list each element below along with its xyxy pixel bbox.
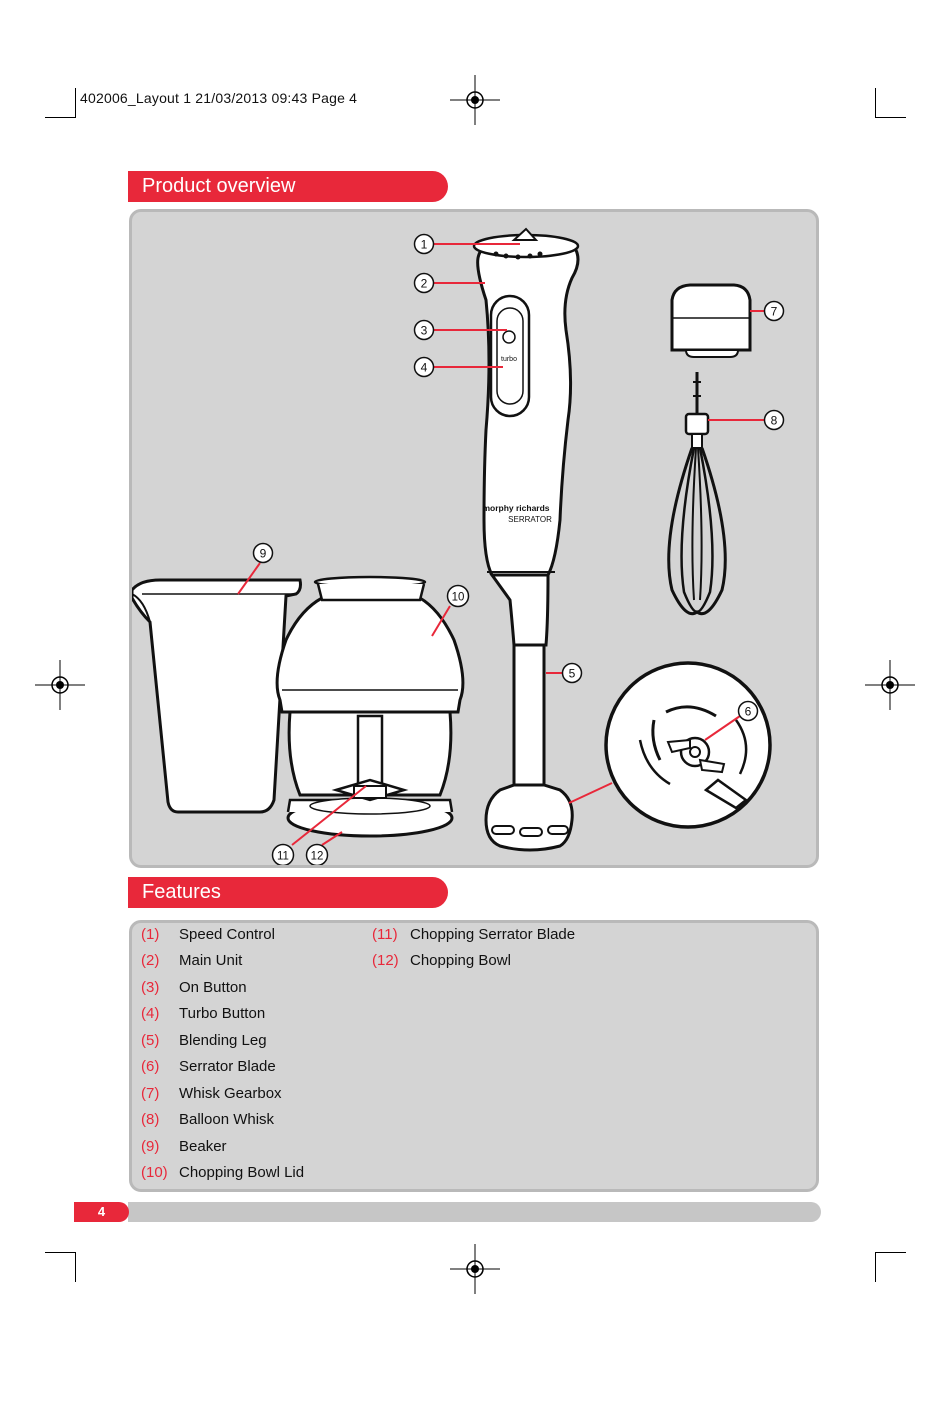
feature-number: (2)	[141, 952, 160, 969]
page-footer-bar	[128, 1202, 821, 1222]
callout-1	[415, 235, 434, 254]
svg-text:1: 1	[420, 237, 428, 252]
main-unit-illustration	[474, 229, 578, 850]
feature-label: Serrator Blade	[179, 1058, 276, 1075]
feature-label: Beaker	[179, 1138, 227, 1155]
whisk-gearbox-illustration	[672, 285, 750, 357]
features-heading: Features	[128, 877, 448, 908]
crop-mark	[75, 88, 76, 118]
feature-number: (6)	[141, 1058, 160, 1075]
registration-mark-icon	[450, 1244, 500, 1294]
crop-mark	[45, 1252, 75, 1253]
callout-11	[273, 845, 294, 866]
feature-number: (8)	[141, 1111, 160, 1128]
slug-line: 402006_Layout 1 21/03/2013 09:43 Page 4	[80, 90, 358, 106]
feature-number: (4)	[141, 1005, 160, 1022]
svg-text:9: 9	[259, 546, 267, 561]
feature-label: Whisk Gearbox	[179, 1085, 282, 1102]
feature-number: (11)	[372, 926, 398, 943]
svg-text:5: 5	[568, 666, 576, 681]
product-overview-heading: Product overview	[128, 171, 448, 202]
feature-number: (5)	[141, 1032, 160, 1049]
balloon-whisk-illustration	[669, 372, 726, 614]
feature-label: Blending Leg	[179, 1032, 267, 1049]
features-panel	[129, 920, 819, 1192]
svg-text:6: 6	[744, 704, 752, 719]
callout-5	[563, 664, 582, 683]
crop-mark	[876, 1252, 906, 1253]
feature-number: (1)	[141, 926, 160, 943]
product-diagram-panel	[129, 209, 819, 868]
serrator-blade-inset	[606, 663, 770, 827]
turbo-button-text: turbo	[501, 356, 517, 363]
callout-9	[254, 544, 273, 563]
beaker-illustration	[132, 580, 301, 812]
feature-number: (7)	[141, 1085, 160, 1102]
callout-2	[415, 274, 434, 293]
feature-number: (3)	[141, 979, 160, 996]
crop-mark	[876, 117, 906, 118]
svg-text:11: 11	[277, 850, 289, 863]
crop-mark	[45, 117, 75, 118]
svg-text:12: 12	[310, 850, 324, 863]
page-number: 4	[74, 1202, 129, 1222]
brand-text: morphy richards	[482, 503, 550, 513]
feature-label: Chopping Serrator Blade	[410, 926, 576, 943]
feature-label: Balloon Whisk	[179, 1111, 275, 1128]
callout-10	[448, 586, 469, 607]
feature-label: Chopping Bowl Lid	[179, 1164, 305, 1181]
model-text: SERRATOR	[508, 515, 552, 524]
callout-4	[415, 358, 434, 377]
feature-number: (12)	[372, 952, 399, 969]
callout-12	[307, 845, 328, 866]
feature-number: (10)	[141, 1164, 168, 1181]
callout-6	[739, 702, 758, 721]
crop-mark	[875, 1252, 876, 1282]
chopping-bowl-illustration	[277, 577, 463, 836]
crop-mark	[75, 1252, 76, 1282]
registration-mark-icon	[35, 660, 85, 710]
svg-text:2: 2	[420, 276, 428, 291]
feature-label: Chopping Bowl	[410, 952, 511, 969]
crop-mark	[875, 88, 876, 118]
feature-label: On Button	[179, 979, 247, 996]
svg-text:8: 8	[770, 413, 778, 428]
feature-number: (9)	[141, 1138, 160, 1155]
product-diagram	[132, 212, 816, 865]
feature-label: Turbo Button	[179, 1005, 266, 1022]
svg-text:4: 4	[420, 360, 428, 375]
callout-3	[415, 321, 434, 340]
svg-text:3: 3	[420, 323, 428, 338]
svg-text:7: 7	[770, 304, 778, 319]
registration-mark-icon	[865, 660, 915, 710]
callout-7	[765, 302, 784, 321]
callout-8	[765, 411, 784, 430]
feature-label: Speed Control	[179, 926, 275, 943]
svg-text:10: 10	[451, 591, 465, 604]
feature-label: Main Unit	[179, 952, 243, 969]
registration-mark-icon	[450, 75, 500, 125]
